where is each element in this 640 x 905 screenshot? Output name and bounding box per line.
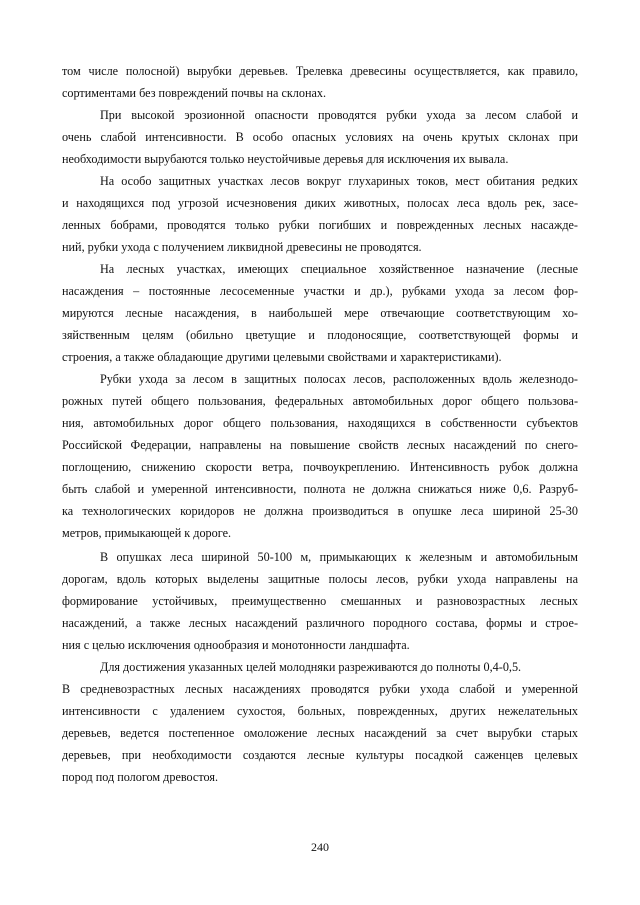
text-line: быть слабой и умеренной интенсивности, полнота не должна снижаться ниже 0,6. Разруб- bbox=[62, 482, 578, 496]
text-line: деревьев, ведется постепенное омоложение лесных насаждений за счет вырубки старых bbox=[62, 726, 578, 740]
text-line: ния с целью исключения однообразия и монотонности ландшафта. bbox=[62, 638, 410, 652]
text-line: Рубки ухода за лесом в защитных полосах лесов, расположенных вдоль железнодо- bbox=[100, 372, 578, 386]
text-line: рожных путей общего пользования, федеральных автомобильных дорог общего пользова- bbox=[62, 394, 578, 408]
text-line: На лесных участках, имеющих специальное хозяйственное назначение (лесные bbox=[100, 262, 578, 276]
text-line: В средневозрастных лесных насаждениях проводятся рубки ухода слабой и умеренной bbox=[62, 682, 578, 696]
text-line: В опушках леса шириной 50-100 м, примыкающих к железным и автомобильным bbox=[100, 550, 578, 564]
text-line: деревьев, при необходимости создаются лесные культуры посадкой саженцев целевых bbox=[62, 748, 578, 762]
text-line: интенсивности с удалением сухостоя, больных, поврежденных, других нежелательных bbox=[62, 704, 578, 718]
text-line: сортиментами без повреждений почвы на склонах. bbox=[62, 86, 327, 100]
text-line: насаждений, а также лесных насаждений различного породного состава, формы и строе- bbox=[62, 616, 578, 630]
text-line: ка технологических коридоров не должна производиться в опушке леса шириной 25-30 bbox=[62, 504, 578, 518]
text-line: поглощению, снижению скорости ветра, почвоукреплению. Интенсивность рубок должна bbox=[62, 460, 578, 474]
text-line: формирование устойчивых, преимущественно смешанных и разновозрастных лесных bbox=[62, 594, 578, 608]
text-line: ний, рубки ухода с получением ликвидной древесины не проводятся. bbox=[62, 240, 422, 254]
text-line: мируются лесные насаждения, в наибольшей мере отвечающие соответствующим хо- bbox=[62, 306, 578, 320]
text-line: очень слабой интенсивности. В особо опасных условиях на очень крутых склонах при bbox=[62, 130, 578, 144]
text-line: пород под пологом древостоя. bbox=[62, 770, 219, 784]
text-line: и находящихся под угрозой исчезновения диких животных, полосах леса вдоль рек, засе- bbox=[62, 196, 578, 210]
text-line: ленных бобрами, проводятся только рубки погибших и поврежденных лесных насажде- bbox=[62, 218, 578, 232]
text-line: метров, примыкающей к дороге. bbox=[62, 526, 232, 540]
text-line: насаждения – постоянные лесосеменные участки и др.), рубками ухода за лесом фор- bbox=[62, 284, 578, 298]
text-line: ния, автомобильных дорог общего пользования, находящихся в собственности субъектов bbox=[62, 416, 578, 430]
text-line: При высокой эрозионной опасности проводятся рубки ухода за лесом слабой и bbox=[100, 108, 578, 122]
text-line: строения, а также обладающие другими целевыми свойствами и характеристиками). bbox=[62, 350, 502, 364]
text-line: дорогам, вдоль которых выделены защитные полосы лесов, рубки ухода направлены на bbox=[62, 572, 578, 586]
page-number: 240 bbox=[311, 840, 329, 854]
text-line: Для достижения указанных целей молодняки разреживаются до полноты 0,4-0,5. bbox=[100, 660, 522, 674]
text-line: том числе полосной) вырубки деревьев. Трелевка древесины осуществляется, как правило, bbox=[62, 64, 578, 78]
text-line: На особо защитных участках лесов вокруг глухариных токов, мест обитания редких bbox=[100, 174, 578, 188]
text-line: Российской Федерации, направлены на повышение свойств лесных насаждений по снего- bbox=[62, 438, 578, 452]
text-line: необходимости вырубаются только неустойчивые деревья для исключения их вывала. bbox=[62, 152, 509, 166]
text-line: зяйственным целям (обильно цветущие и плодоносящие, соответствующей формы и bbox=[62, 328, 578, 342]
